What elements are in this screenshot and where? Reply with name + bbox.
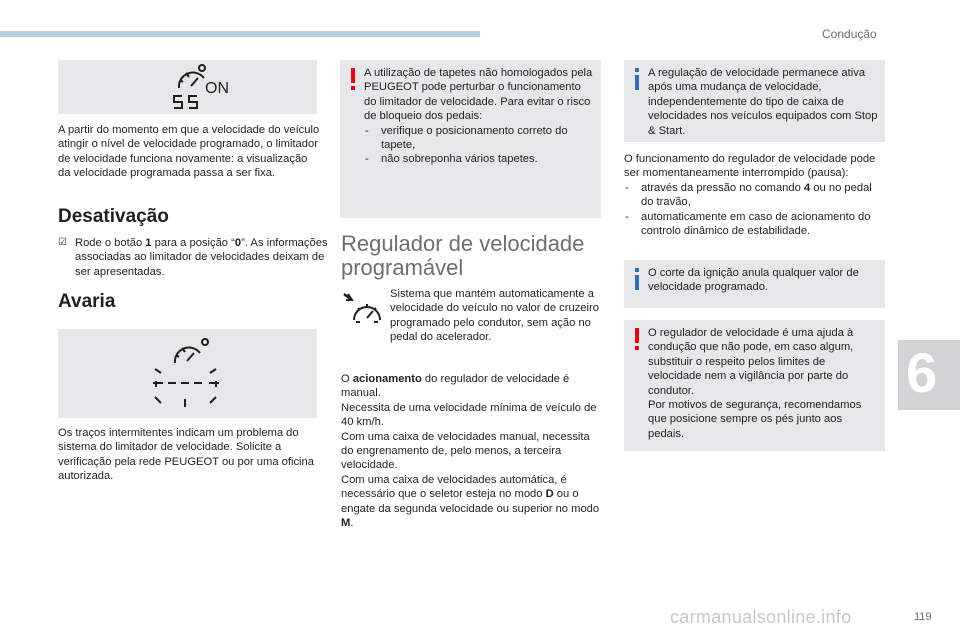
warning-paragraph: O regulador de velocidade é uma ajuda à condução que não pode, em caso algum, substituir o respeito pelos limites de velocidade nem a vigilância por parte do condutor. [648, 327, 854, 397]
cruise-control-heading: Regulador de velocidade programável [341, 231, 585, 280]
cruise-control-body [341, 372, 603, 530]
warning-exclamation-icon [348, 68, 358, 90]
warning-paragraph: A utilização de tapetes não homologados pela PEUGEOT pode perturbar o funcionamento do limitador de velocidade. Para evitar o risco de bloqueio dos pedais: [364, 67, 593, 123]
chapter-number: 6 [906, 341, 938, 404]
floor-mats-warning-box [340, 60, 601, 218]
automatic-gearbox-paragraph: Com uma caixa de velocidades automática, é necessário que o seletor esteja no modo D ou o engate da segunda velocidade ou superior no modo M. [341, 473, 600, 530]
fault-heading: Avaria [58, 291, 116, 312]
list-item: - verifique o posicionamento correto do tapete, [364, 124, 595, 153]
ignition-info-text: O corte da ignição anula qualquer valor de velocidade programado. [648, 267, 859, 294]
driving-aid-warning-box [624, 320, 885, 451]
intro-paragraph: A partir do momento em que a velocidade do veículo atingir o nível de velocidade programado, o limitador de velocidade funciona novamente: a visualização da velocidade programada passa a ser fixa. [58, 124, 320, 180]
warning-exclamation-icon [632, 328, 642, 350]
list-item: - não sobreponha vários tapetes. [364, 152, 595, 166]
deactivation-step: ☑ Rode o botão 1 para a posição “0”. As informações associadas ao limitador de velocidades deixam de ser apresentadas. [58, 237, 328, 278]
pause-intro-paragraph: O funcionamento do regulador de velocidade pode ser momentaneamente interrompido (pausa): [624, 153, 876, 180]
checkbox-icon: ☑ [58, 237, 67, 248]
section-title: Condução [822, 27, 877, 41]
floor-mats-warning-text [364, 66, 595, 167]
limiter-intro-text [58, 123, 320, 181]
warning-paragraph: Por motivos de segurança, recomendamos que posicione sempre os pés junto aos pedais. [648, 399, 862, 440]
deactivation-heading: Desativação [58, 206, 169, 227]
manual-gearbox-paragraph: Com uma caixa de velocidades manual, necessita do engrenamento de, pelo menos, a terceira velocidade. [341, 430, 590, 472]
list-item: - automaticamente em caso de acionamento do controlo dinâmico de estabilidade. [624, 210, 886, 239]
header-bar [0, 31, 480, 37]
ignition-info-box [624, 260, 885, 308]
pause-section [624, 152, 886, 238]
speed-limiter-on-icon [58, 60, 317, 114]
speed-limiter-fault-icon [58, 329, 317, 418]
info-icon [632, 268, 642, 290]
info-icon [632, 68, 642, 90]
fault-icon-box [58, 329, 317, 418]
limiter-on-icon-box [58, 60, 317, 114]
driving-aid-warning-text [648, 326, 879, 441]
fault-paragraph: Os traços intermitentes indicam um problema do sistema do limitador de velocidade. Solicite a verificação pela rede PEUGEOT ou por uma oficina autorizada. [58, 427, 314, 483]
list-item: - através da pressão no comando 4 ou no pedal do travão, [624, 181, 886, 210]
cruise-description-paragraph: Sistema que mantém automaticamente a velocidade do veículo no valor de cruzeiro programado pelo condutor, sem ação no pedal do acelerador. [390, 288, 599, 344]
icon-on-label: ON [205, 80, 229, 97]
cruise-control-description [390, 287, 600, 345]
watermark-text: carmanualsonline.info [670, 607, 852, 627]
min-speed-paragraph: Necessita de uma velocidade mínima de veículo de 40 km/h. [341, 401, 597, 429]
activation-paragraph: O acionamento do regulador de velocidade é manual. [341, 373, 570, 400]
warning-list [364, 124, 595, 167]
page-number: 119 [914, 611, 932, 623]
stop-start-info-box [624, 60, 885, 142]
fault-text [58, 426, 320, 484]
pause-list [624, 181, 886, 239]
cruise-control-icon [342, 292, 386, 332]
stop-start-info-text: A regulação de velocidade permanece ativa após uma mudança de velocidade, independentemente do tipo de caixa de velocidades nos veículos equipados com Stop & Start. [648, 67, 878, 137]
